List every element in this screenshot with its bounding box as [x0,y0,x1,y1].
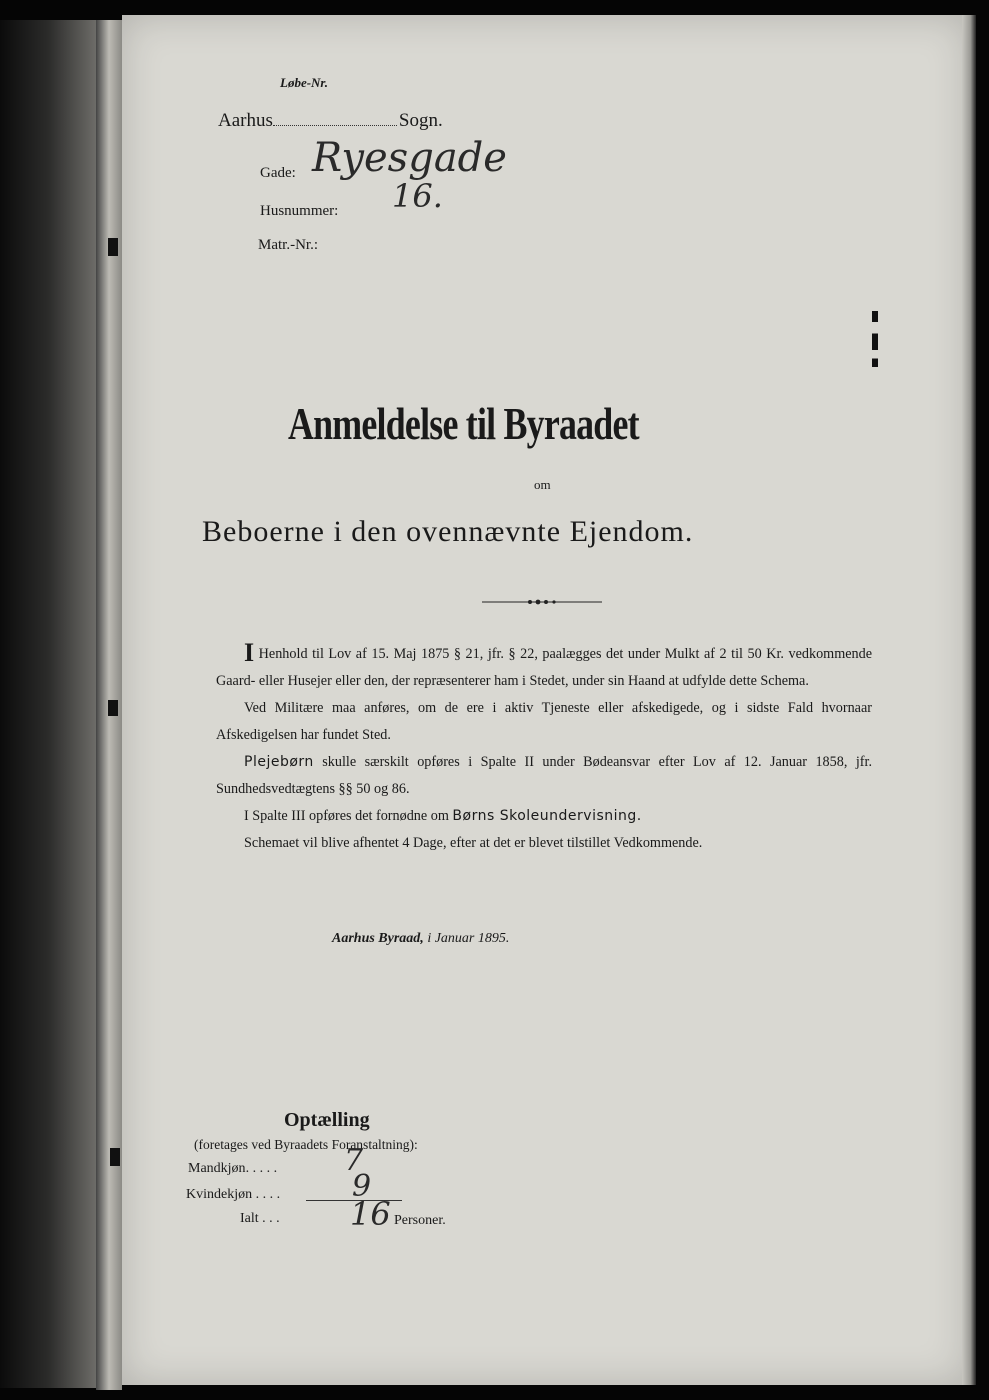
kvindekjon-handwritten-value: 9 [352,1169,372,1204]
count-note: (foretages ved Byraadets Foranstaltning): [194,1137,418,1152]
form-page [122,15,968,1385]
kvindekjon-row: Kvindekjøn . . . . [186,1187,281,1202]
count-heading: Optælling [284,1109,370,1131]
mandkjon-row: Mandkjøn. . . . . [188,1161,278,1176]
page-right-edge [962,15,976,1385]
personer-label: Personer. [394,1213,446,1228]
lobe-nr-label: Løbe-Nr. [280,75,329,90]
matr-nr-label: Matr.-Nr.: [258,237,318,253]
title-connector-om: om [534,477,551,492]
city-label: Aarhus Sogn. [218,110,443,131]
instruction-paragraph-1: I Henhold til Lov af 15. Maj 1875 § 21, jfr. § 22, paalægges det under Mulkt af 2 til 50 Kr. vedkommende Gaard- eller Husejer eller den, der repræsenterer ham i Stedet, under sin Haand at udfylde dette Schema. [216,638,873,689]
document-subtitle: Beboerne i den ovennævnte Ejendom. [202,515,694,548]
ialt-handwritten-value: 16 [350,1195,391,1233]
binding-clip [108,700,118,716]
husnummer-handwritten-value: 16. [392,177,443,215]
ornament-rule [482,597,602,607]
binding-clip [108,238,118,256]
mandkjon-handwritten-value: 7 [344,1143,364,1178]
document-title: Anmeldelse til Byraadet [288,398,639,449]
ink-mark [872,311,878,367]
instruction-paragraph-2: Ved Militære maa anføres, om de ere i aktiv Tjeneste eller afskedigede, og i sidste Fald hvornaar Afskedigelsen har fundet Sted. [216,700,872,743]
instructions-block [216,639,872,857]
ialt-row: Ialt . . . [240,1211,280,1226]
instruction-paragraph-5: Schemaet vil blive afhentet 4 Dage, efter at det er blevet tilstillet Vedkommende. [244,835,703,851]
instruction-paragraph-4: I Spalte III opføres det fornødne om Børns Skoleundervisning. [244,808,642,824]
husnummer-label: Husnummer: [260,203,339,219]
gade-handwritten-value: Ryesgade [312,135,507,181]
instruction-paragraph-3: Plejebørn skulle særskilt opføres i Spalte II under Bødeansvar efter Lov af 12. Januar 1858, jfr. Sundhedsvedtægtens §§ 50 og 86. [216,754,872,797]
gade-label: Gade: [260,165,296,181]
binding-clip [110,1148,120,1166]
signature-line: Aarhus Byraad, i Januar 1895. [332,931,510,946]
